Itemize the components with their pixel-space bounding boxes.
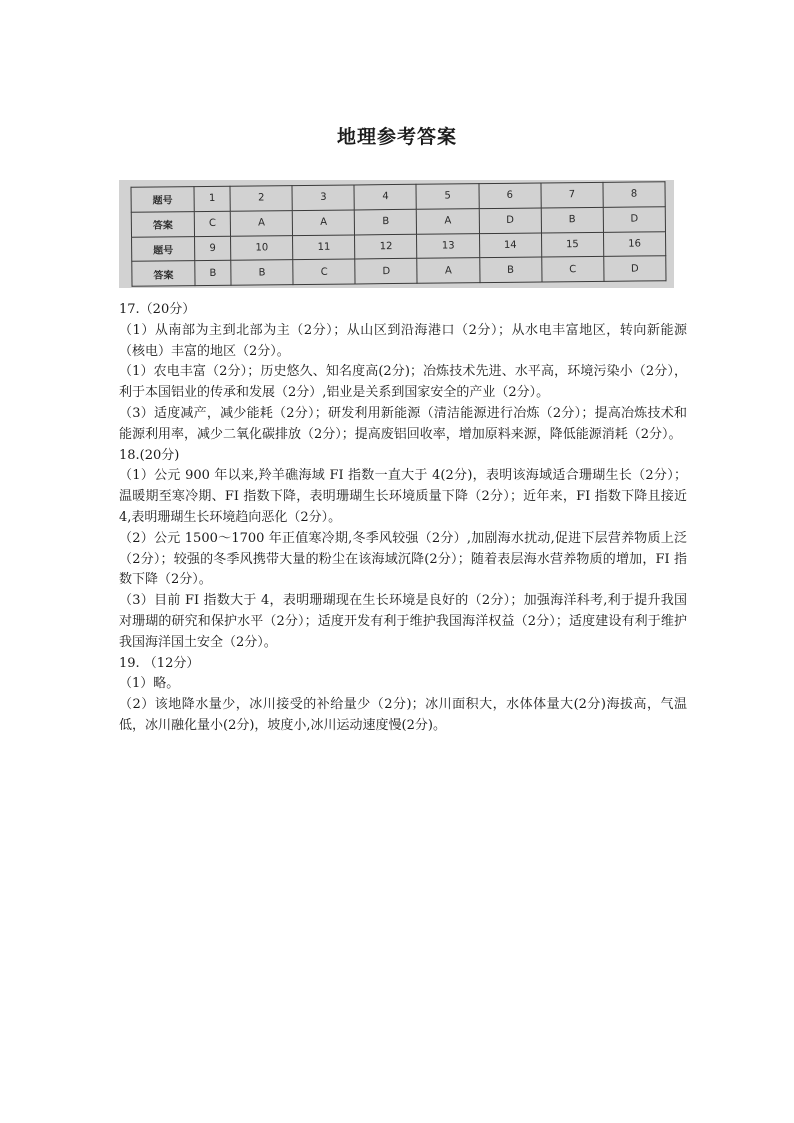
- table-cell: C: [293, 259, 355, 284]
- table-cell: 7: [541, 182, 603, 207]
- table-cell: C: [541, 257, 603, 282]
- table-cell: D: [355, 259, 417, 284]
- q19-heading: 19. （12分）: [119, 655, 200, 671]
- table-cell: D: [604, 256, 666, 281]
- table-cell: 8: [603, 182, 665, 207]
- page-title: 地理参考答案: [336, 126, 457, 148]
- table-cell: 16: [603, 231, 665, 256]
- answer-table: [130, 181, 666, 287]
- table-cell: 9: [195, 236, 231, 261]
- table-cell: 5: [416, 184, 478, 209]
- table-cell: 11: [293, 234, 355, 259]
- q17-part1: （1）从南部为主到北部为主（2分）；从山区到沿海港口（2分）；从水电丰富地区，转向新能源（核电）丰富的地区（2分）。: [119, 322, 687, 359]
- table-cell: 2: [230, 186, 292, 211]
- table-cell: 6: [479, 183, 541, 208]
- table-cell: A: [230, 210, 292, 235]
- q19-part2: （2）该地降水量少，冰川接受的补给量少（2分)；冰川面积大，水体体量大(2分)海拔高，气温低，冰川融化量小(2分)，坡度小,冰川运动速度慢(2分)。: [119, 697, 687, 733]
- table-cell: B: [231, 260, 293, 285]
- q19-part1: （1）略。: [119, 676, 180, 692]
- table-cell: D: [603, 206, 665, 231]
- table-cell: D: [479, 208, 541, 233]
- table-row-header: 答案: [132, 261, 195, 286]
- table-cell: A: [417, 258, 479, 283]
- table-cell: A: [292, 210, 354, 235]
- q18-part1: （1）公元 900 年以来,羚羊礁海域 FI 指数一直大于 4(2分)，表明该海域适合珊瑚生长（2分）；温暖期至寒冷期、FI 指数下降，表明珊瑚生长环境质量下降（2分）；近年来，FI 指数下降且接近 4,表明珊瑚生长环境趋向恶化（2分）。: [119, 468, 687, 525]
- table-cell: B: [479, 257, 541, 282]
- table-row-header: 题号: [131, 187, 194, 212]
- q17-part2: （1）农电丰富（2分）；历史悠久、知名度高(2分)；冶炼技术先进、水平高，环境污染小（2分），利于本国铝业的传承和发展（2分）,铝业是关系到国家安全的产业（2分）。: [119, 364, 687, 401]
- table-row-header: 题号: [132, 236, 195, 261]
- table-row-header: 答案: [131, 211, 194, 236]
- table-cell: B: [355, 209, 417, 234]
- table-cell: 3: [292, 185, 354, 210]
- table-cell: 10: [231, 235, 293, 260]
- table-cell: B: [195, 261, 231, 286]
- table-cell: 1: [194, 186, 230, 211]
- answer-content: [119, 300, 687, 737]
- table-cell: 4: [354, 184, 416, 209]
- table-cell: 14: [479, 233, 541, 258]
- q18-part3: （3）目前 FI 指数大于 4，表明珊瑚现在生长环境是良好的（2分）；加强海洋科考,利于提升我国对珊瑚的研究和保护水平（2分）；适度开发有利于维护我国海洋权益（2分）；适度建设有利于维护我国海洋国土安全（2分）。: [119, 593, 687, 650]
- table-cell: C: [194, 211, 230, 236]
- table-cell: B: [541, 207, 603, 232]
- table-cell: 12: [355, 234, 417, 259]
- q17-heading: 17.（20分）: [119, 302, 196, 317]
- q17-part3: （3）适度减产，减少能耗（2分）；研发利用新能源（清洁能源进行冶炼（2分）；提高冶炼技术和能源利用率，减少二氧化碳排放（2分）；提高废铝回收率，增加原料来源，降低能源消耗（2分）。: [119, 405, 687, 442]
- table-cell: A: [417, 208, 479, 233]
- table-cell: 13: [417, 233, 479, 258]
- table-row: [132, 256, 666, 286]
- table-cell: 15: [541, 232, 603, 257]
- q18-part2: （2）公元 1500～1700 年正值寒冷期,冬季风较强（2分）,加剧海水扰动,促进下层营养物质上泛（2分）；较强的冬季风携带大量的粉尘在该海域沉降(2分）；随着表层海水营养物质的增加，FI 指数下降（2分）。: [119, 530, 687, 588]
- answer-table-image: [119, 180, 674, 288]
- q18-heading: 18.(20分): [119, 447, 180, 463]
